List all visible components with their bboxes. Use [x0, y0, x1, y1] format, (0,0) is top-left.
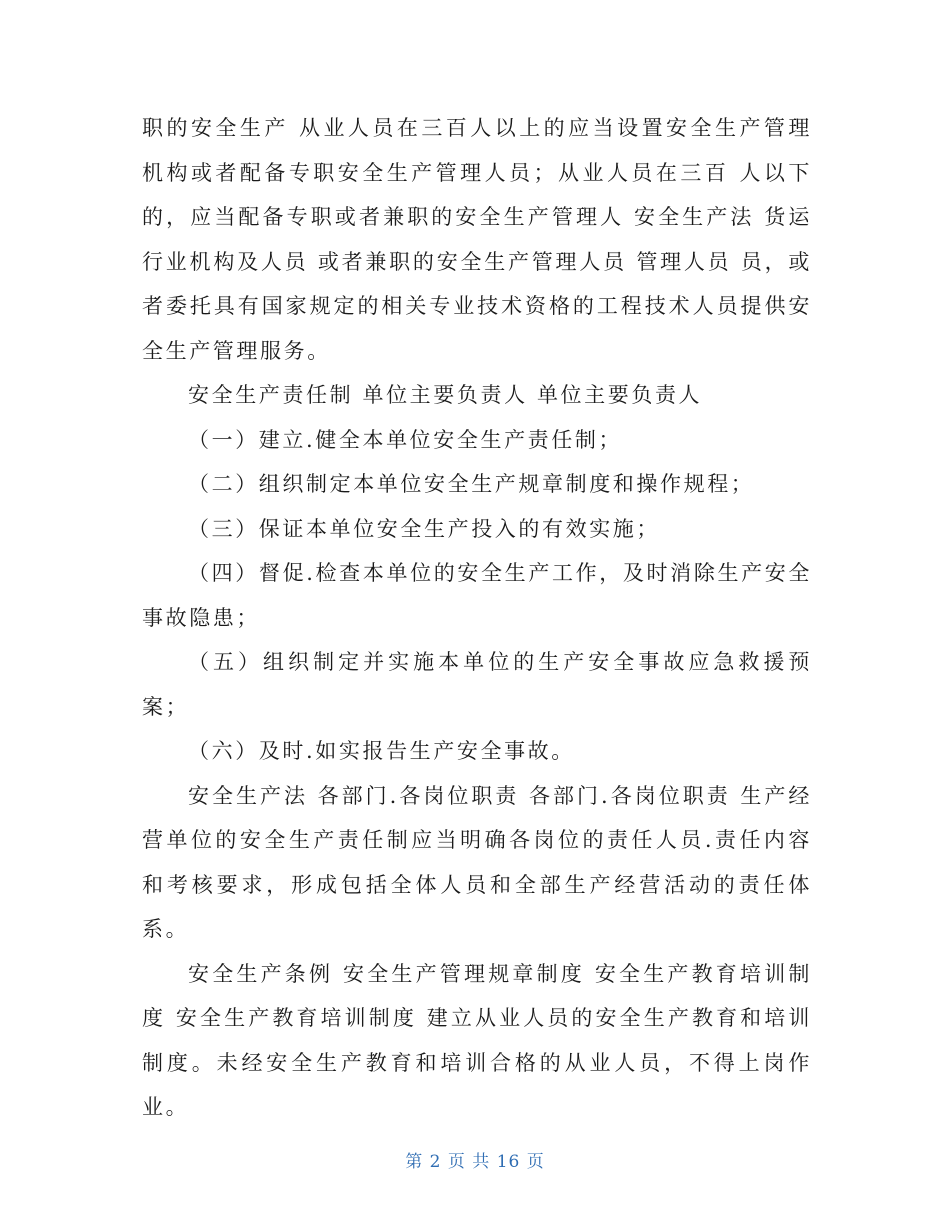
- page-number-footer: [0, 1147, 950, 1172]
- footer-prefix: 第: [405, 1152, 424, 1172]
- list-item-2: （二）组织制定本单位安全生产规章制度和操作规程；: [188, 472, 755, 496]
- list-item-5: （五）组织制定并实施本单位的生产安全事故应急救援预案；: [142, 650, 812, 719]
- footer-total-pages: 16: [496, 1152, 521, 1172]
- list-item-6: （六）及时.如实报告生产安全事故。: [188, 739, 575, 763]
- list-item-1: （一）建立.健全本单位安全生产责任制；: [188, 427, 623, 452]
- footer-suffix: 页: [526, 1152, 545, 1172]
- paragraph-4: 安全生产条例 安全生产管理规章制度 安全生产教育培训制度 安全生产教育培训制度 建立从业人员的安全生产教育和培训制度。未经安全生产教育和培训合格的从业人员，不得上岗作业。: [142, 961, 812, 1119]
- paragraph-1: 职的安全生产 从业人员在三百人以上的应当设置安全生产管理机构或者配备专职安全生产管理人员；从业人员在三百 人以下的，应当配备专职或者兼职的安全生产管理人 安全生产法 货运行业机构及人员 或者兼职的安全生产管理人员 管理人员 员，或者委托具有国家规定的相关专业技术资格的工程技术人员提供安全生产管理服务。: [142, 116, 812, 363]
- paragraph-2: 安全生产责任制 单位主要负责人 单位主要负责人: [188, 383, 703, 407]
- footer-current-page: 2: [429, 1152, 442, 1172]
- paragraph-3: 安全生产法 各部门.各岗位职责 各部门.各岗位职责 生产经营单位的安全生产责任制应当明确各岗位的责任人员.责任内容和考核要求，形成包括全体人员和全部生产经营活动的责任体系。: [142, 783, 812, 941]
- document-body: [142, 106, 812, 1130]
- list-item-3: （三）保证本单位安全生产投入的有效实施；: [188, 516, 660, 541]
- footer-middle: 页 共: [447, 1152, 491, 1172]
- list-item-4: （四）督促.检查本单位的安全生产工作，及时消除生产安全事故隐患；: [142, 561, 812, 630]
